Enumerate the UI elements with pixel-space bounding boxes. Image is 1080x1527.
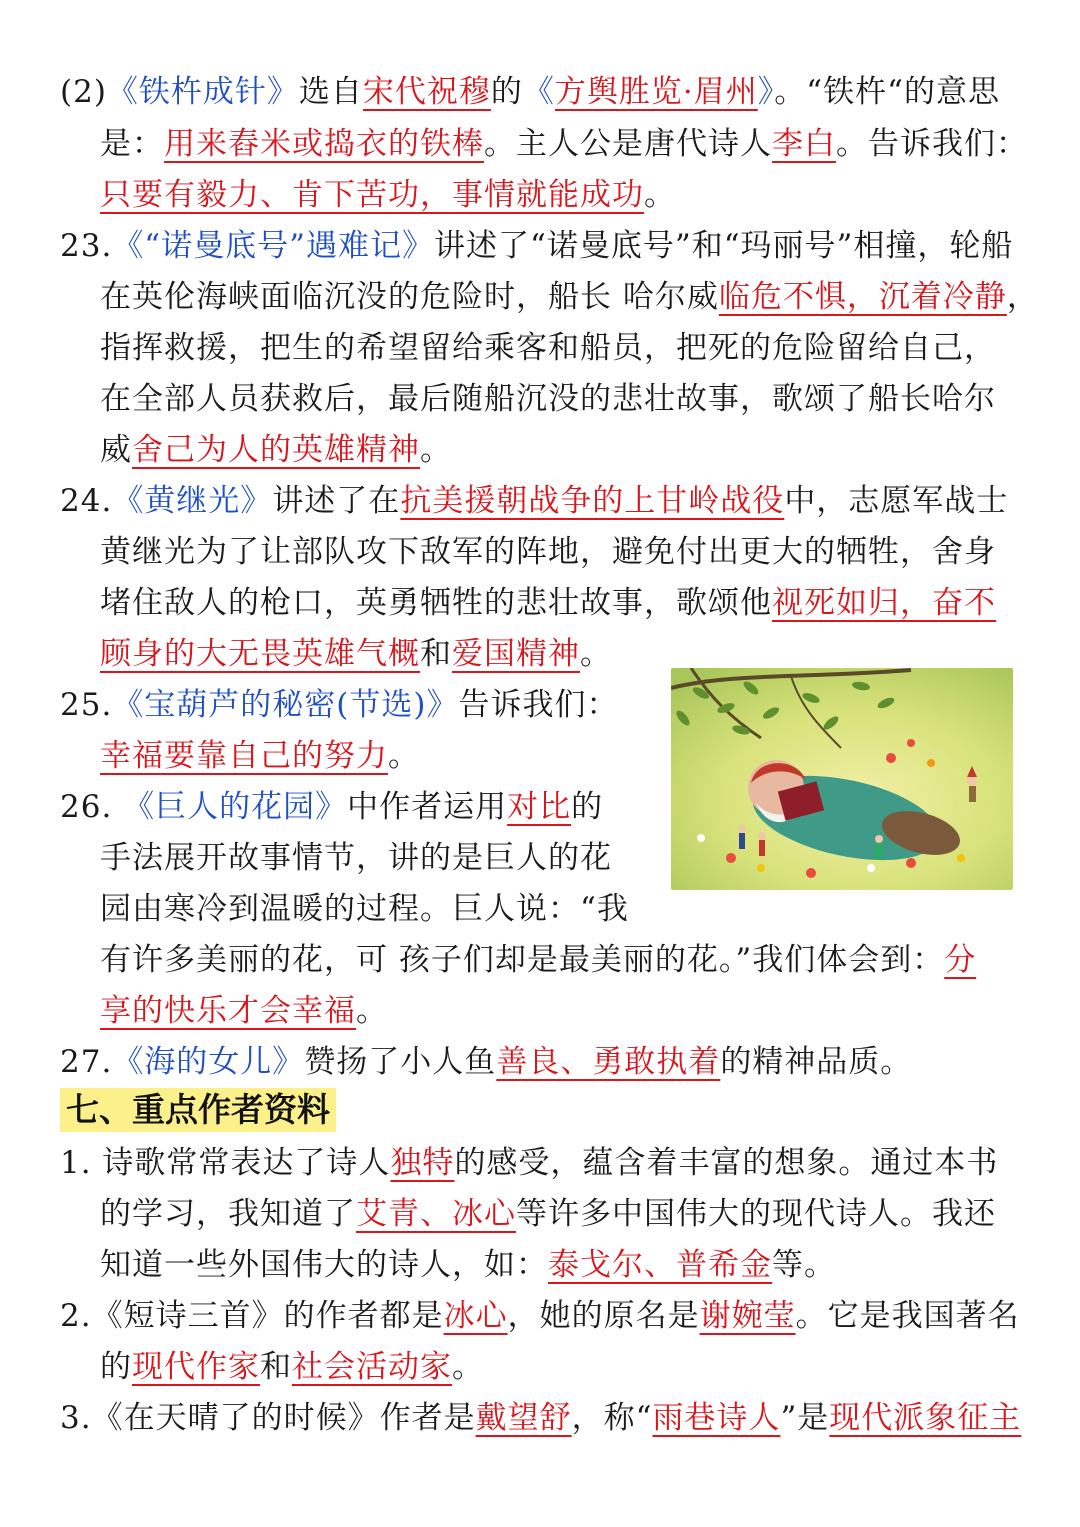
text-line xyxy=(60,1296,1020,1336)
body-text: 25. xyxy=(60,687,113,723)
text-line xyxy=(100,583,996,623)
section-heading: 七、重点作者资料 xyxy=(60,1088,336,1132)
body-text: 。 xyxy=(644,177,676,213)
body-text: 指挥救援，把生的希望留给乘客和船员，把死的危险留给自己， xyxy=(100,330,996,366)
body-text: 讲述了“诺曼底号”和“玛丽号”相撞，轮船 xyxy=(434,228,1014,264)
body-text: 24. xyxy=(60,483,113,519)
body-text: 27. xyxy=(60,1044,113,1080)
body-text: ，她的原名是 xyxy=(507,1298,700,1334)
body-text: 黄继光为了让部队攻下敌军的阵地，避免付出更大的牺牲，舍身 xyxy=(100,534,996,570)
body-text: 等许多中国伟大的现代诗人。我还 xyxy=(516,1196,996,1232)
body-text: 是： xyxy=(100,126,164,162)
text-line xyxy=(60,1042,912,1082)
body-text: (2) xyxy=(60,74,107,110)
body-text: 。 xyxy=(388,738,420,774)
body-text: 讲述了在 xyxy=(272,483,401,519)
answer-text: 方舆胜览·眉州 xyxy=(554,74,758,110)
text-line xyxy=(100,736,420,776)
answer-text: 泰戈尔、普希金 xyxy=(548,1247,772,1283)
book-title: 《宝葫芦的秘密(节选)》 xyxy=(112,687,459,723)
text-line xyxy=(60,685,619,725)
body-text: 选自 xyxy=(298,74,363,110)
body-text: 。 xyxy=(452,1349,484,1385)
body-text: 3. xyxy=(60,1400,92,1436)
body-text: 在英伦海峡面临沉没的危险时，船长 哈尔威 xyxy=(100,279,719,315)
text-line xyxy=(100,175,676,215)
body-text: 在全部人员获救后，最后随船沉没的悲壮故事，歌颂了船长哈尔 xyxy=(100,381,996,417)
text-line xyxy=(100,430,452,470)
body-text: 威 xyxy=(100,432,132,468)
text-line xyxy=(100,889,629,929)
text-line xyxy=(100,940,976,980)
text-line xyxy=(60,226,1013,266)
book-title: 《 xyxy=(522,74,555,110)
answer-text: 现代派象征主 xyxy=(829,1400,1022,1436)
answer-text: 舍己为人的英雄精神 xyxy=(132,432,420,468)
body-text: 2. xyxy=(60,1298,92,1334)
answer-text: 只要有毅力、肯下苦功，事情就能成功 xyxy=(100,177,644,213)
answer-text: 宋代祝穆 xyxy=(362,74,491,110)
answer-text: 独特 xyxy=(390,1145,455,1181)
answer-text: 谢婉莹 xyxy=(699,1298,796,1334)
answer-text: 抗美援朝战争的上甘岭战役 xyxy=(400,483,785,519)
answer-text: 善良、勇敢执着 xyxy=(496,1044,721,1080)
answer-text: 用来舂米或捣衣的铁棒 xyxy=(164,126,484,162)
body-text: 。 xyxy=(420,432,452,468)
body-text: 的 xyxy=(571,789,604,825)
text-line xyxy=(100,328,996,368)
text-line xyxy=(100,379,996,419)
body-text: 的感受，蕴含着丰富的想象。通过本书 xyxy=(454,1145,999,1181)
giant-garden-illustration-art xyxy=(671,668,1013,890)
answer-text: 临危不惧，沉着冷静 xyxy=(718,279,1007,315)
body-text: 。 xyxy=(356,993,388,1029)
text-line xyxy=(60,1143,998,1183)
body-text: 。告诉我们： xyxy=(836,126,1028,162)
body-text: 堵住敌人的枪口，英勇牺牲的悲壮故事，歌颂他 xyxy=(100,585,772,621)
text-line xyxy=(100,634,612,674)
answer-text: 雨巷诗人 xyxy=(652,1400,781,1436)
body-text: 《短诗三首》的作者都是 xyxy=(91,1298,444,1334)
answer-text: 对比 xyxy=(507,789,572,825)
book-title: 《黄继光》 xyxy=(112,483,273,519)
body-text: 手法展开故事情节，讲的是巨人的花 xyxy=(100,840,612,876)
body-text: ”是 xyxy=(780,1400,830,1436)
text-line xyxy=(100,277,1039,317)
text-line xyxy=(100,1347,484,1387)
body-text: 和 xyxy=(260,1349,292,1385)
body-text: ， xyxy=(1006,279,1039,315)
answer-text: 艾青、冰心 xyxy=(356,1196,516,1232)
body-text: 园由寒冷到温暖的过程。巨人说：“我 xyxy=(100,891,629,927)
body-text: 26. xyxy=(60,789,124,825)
text-line xyxy=(100,991,388,1031)
body-text: 的 xyxy=(100,1349,132,1385)
text-line xyxy=(100,838,612,878)
body-text: 《在天晴了的时候》作者是 xyxy=(91,1400,476,1436)
answer-text: 社会活动家 xyxy=(292,1349,452,1385)
body-text: 的精神品质。 xyxy=(720,1044,913,1080)
body-text: 。主人公是唐代诗人 xyxy=(484,126,772,162)
body-text: 有许多美丽的花，可 孩子们却是最美丽的花。”我们体会到： xyxy=(100,942,945,978)
body-text: 告诉我们： xyxy=(458,687,619,723)
text-line xyxy=(100,1245,836,1285)
book-title: 《海的女儿》 xyxy=(112,1044,305,1080)
body-text: 23. xyxy=(60,228,113,264)
text-line xyxy=(100,1194,996,1234)
body-text: 的 xyxy=(490,74,523,110)
book-title: 《铁杵成针》 xyxy=(106,74,299,110)
answer-text: 现代作家 xyxy=(132,1349,260,1385)
answer-text: 幸福要靠自己的努力 xyxy=(100,738,388,774)
answer-text: 视死如归，奋不 xyxy=(772,585,996,621)
text-line xyxy=(60,787,603,827)
answer-text: 李白 xyxy=(772,126,836,162)
body-text: 赞扬了小人鱼 xyxy=(304,1044,497,1080)
body-text: ，称“ xyxy=(571,1400,653,1436)
text-line xyxy=(60,481,1008,521)
answer-text: 顾身的大无畏英雄气概 xyxy=(100,636,420,672)
body-text: 的学习，我知道了 xyxy=(100,1196,356,1232)
answer-text: 享的快乐才会幸福 xyxy=(100,993,356,1029)
body-text: 。“铁杵“的意思 xyxy=(774,74,1000,110)
text-line xyxy=(100,124,1028,164)
answer-text: 戴望舒 xyxy=(475,1400,572,1436)
text-line xyxy=(60,1398,1021,1438)
book-title: 《“诺曼底号”遇难记》 xyxy=(112,228,435,264)
body-text: 知道一些外国伟大的诗人，如： xyxy=(100,1247,548,1283)
body-text: 等。 xyxy=(772,1247,836,1283)
body-text: 1. 诗歌常常表达了诗人 xyxy=(60,1145,391,1181)
body-text: 中作者运用 xyxy=(347,789,508,825)
answer-text: 冰心 xyxy=(443,1298,508,1334)
body-text: 。 xyxy=(580,636,612,672)
answer-text: 爱国精神 xyxy=(452,636,580,672)
giant-garden-illustration xyxy=(671,668,1013,890)
book-title: 》 xyxy=(757,74,775,110)
body-text: 中，志愿军战士 xyxy=(784,483,1009,519)
text-line xyxy=(60,72,1000,112)
text-line xyxy=(100,532,996,572)
book-title: 《巨人的花园》 xyxy=(123,789,348,825)
body-text: 。它是我国著名 xyxy=(795,1298,1020,1334)
answer-text: 分 xyxy=(944,942,977,978)
body-text: 和 xyxy=(420,636,452,672)
